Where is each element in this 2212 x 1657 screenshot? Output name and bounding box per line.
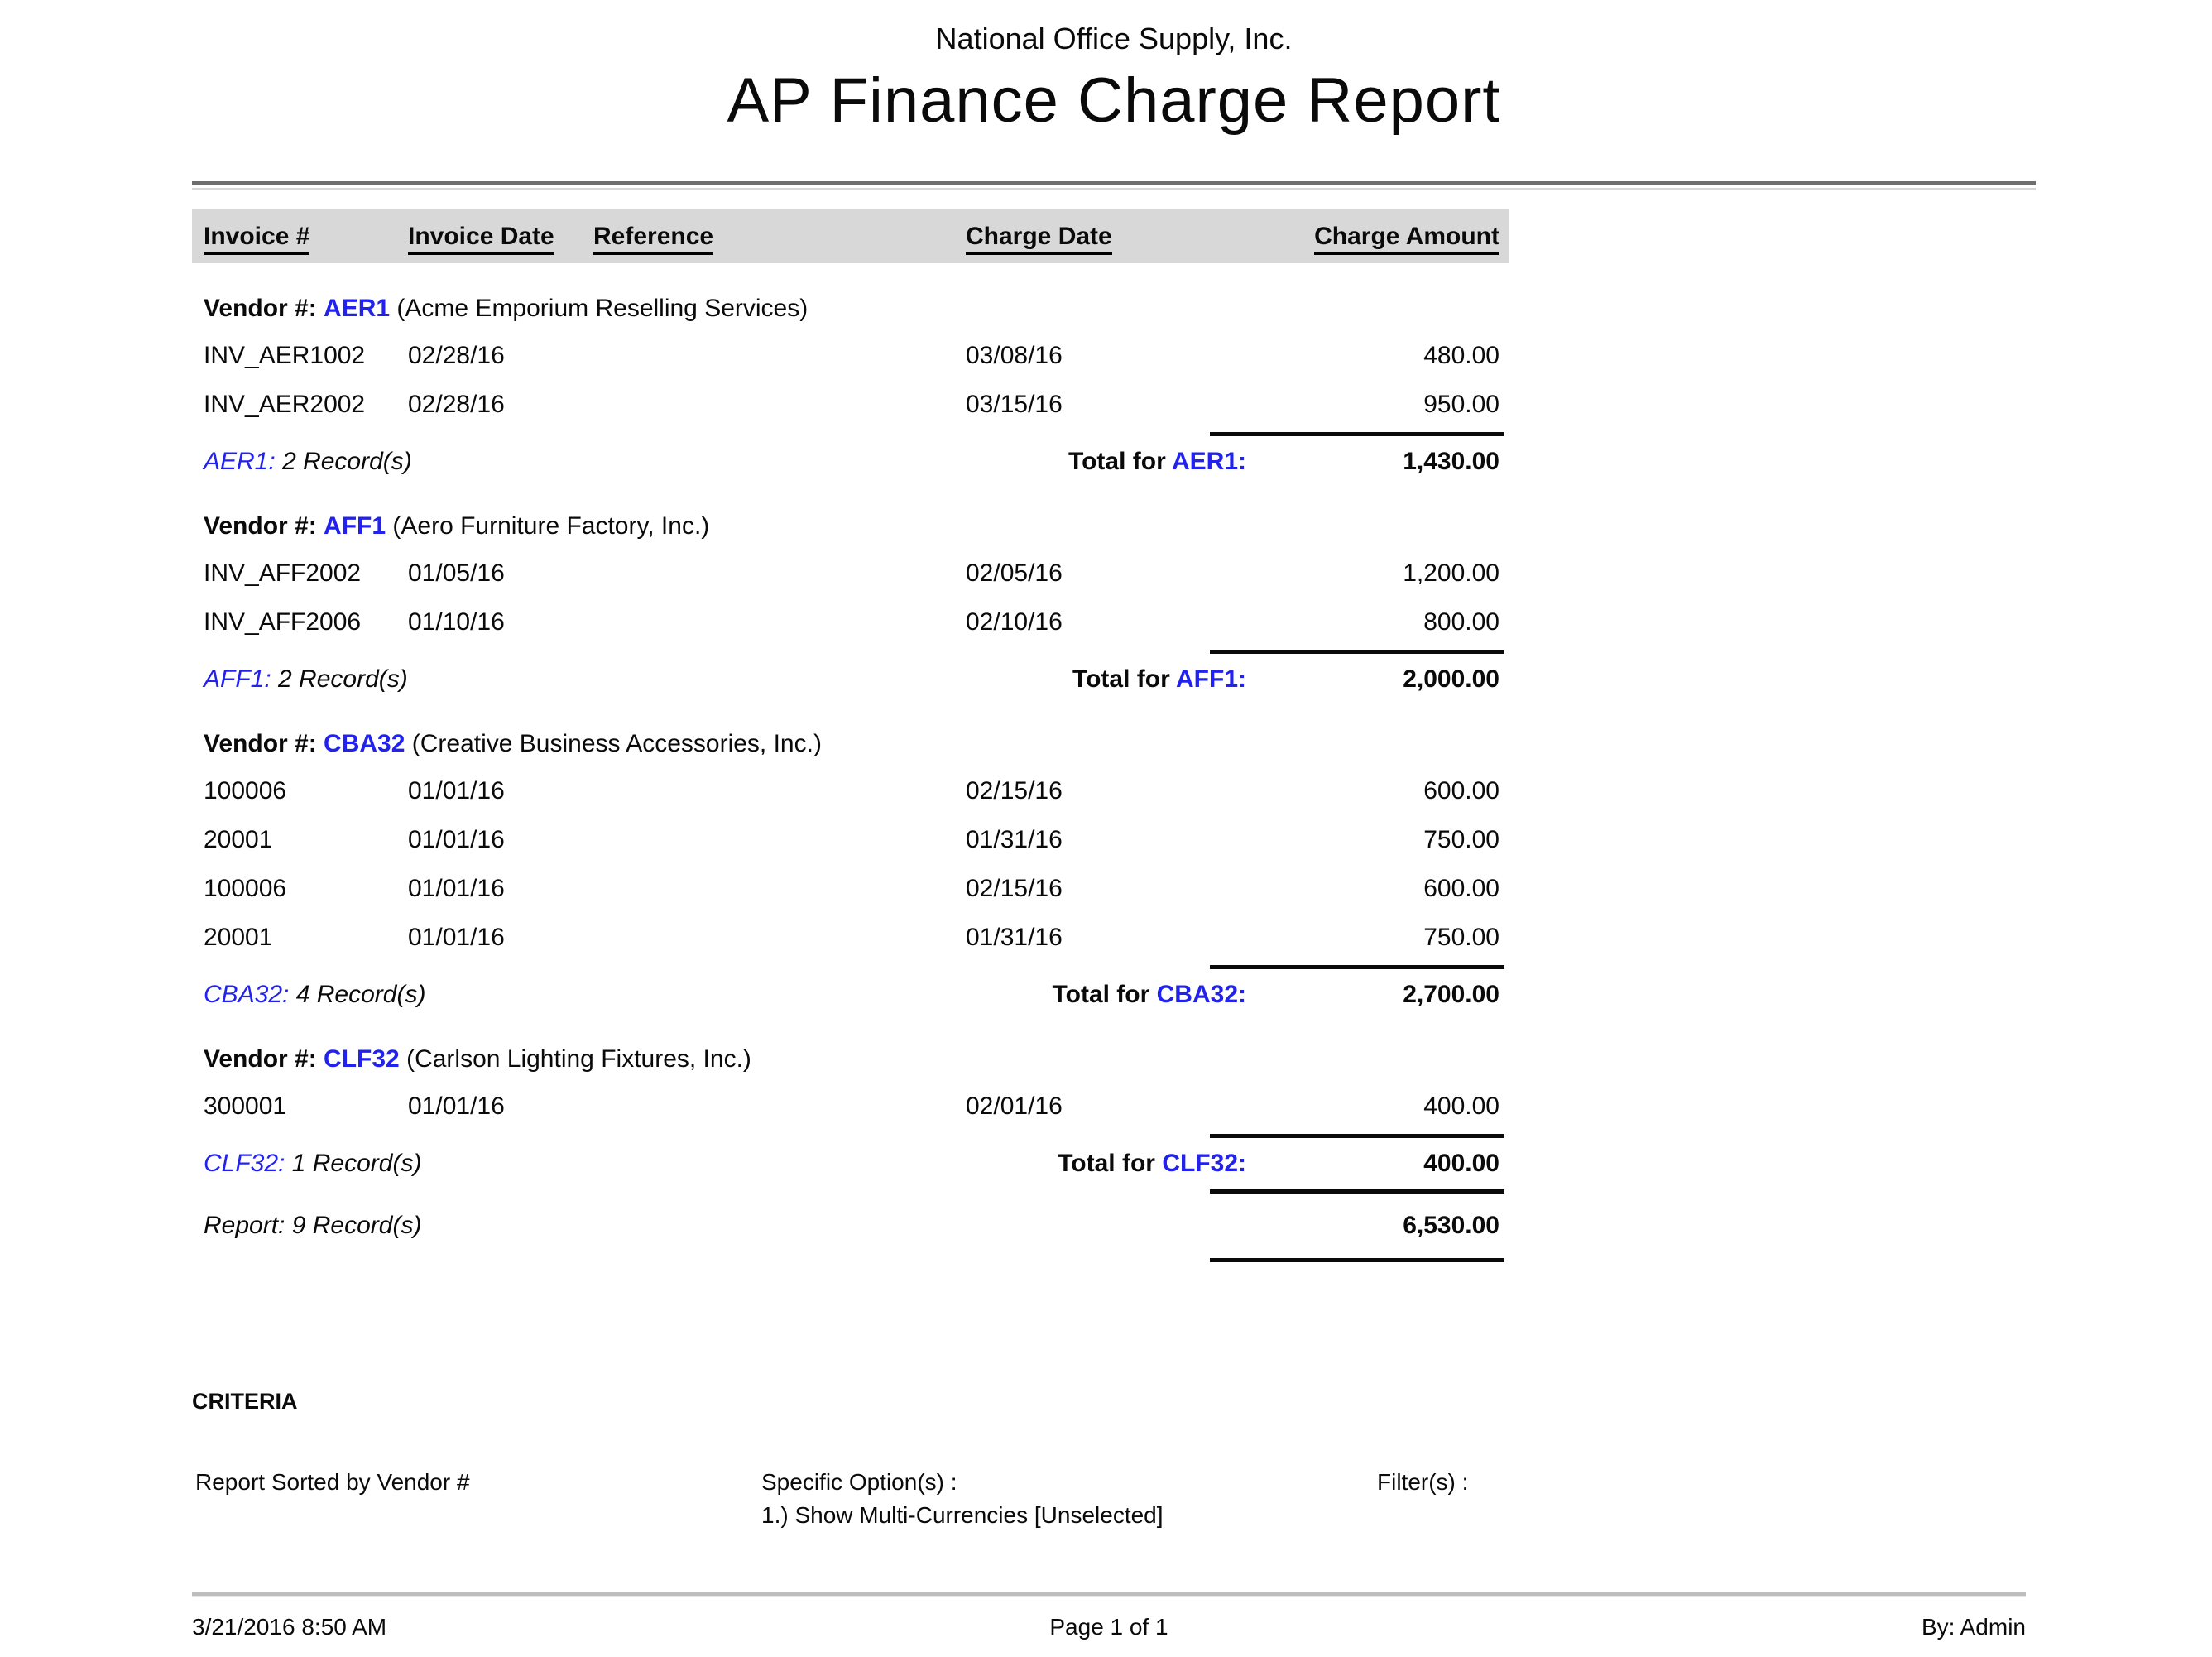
vendor-header	[192, 1045, 1509, 1078]
invoice-date-cell: 02/28/16	[408, 342, 505, 369]
vendor-section	[192, 730, 1509, 1014]
col-header-charge-date: Charge Date	[966, 223, 1112, 255]
charge-amount-cell: 400.00	[1423, 1093, 1499, 1120]
footer-datetime: 3/21/2016 8:50 AM	[192, 1614, 387, 1640]
invoice-number-cell: 20001	[204, 826, 273, 853]
criteria-section	[192, 1389, 2036, 1552]
invoice-row	[192, 377, 1509, 425]
column-header-band	[192, 209, 1509, 263]
vendor-header	[192, 295, 1509, 328]
vendor-section	[192, 295, 1509, 481]
vendor-code-italic: CBA32:	[204, 981, 290, 1008]
charge-date-cell: 02/05/16	[966, 560, 1063, 587]
charge-amount-cell: 750.00	[1423, 924, 1499, 951]
vendor-label: Vendor #:	[204, 1045, 317, 1073]
title-divider-rule	[192, 181, 2036, 190]
invoice-row	[192, 910, 1509, 958]
invoice-row	[192, 1078, 1509, 1127]
record-count-text: 2 Record(s)	[278, 665, 408, 693]
vendor-total-amount: 2,700.00	[1403, 981, 1499, 1008]
vendor-code-italic: CLF32:	[204, 1150, 285, 1177]
invoice-number-cell: 100006	[204, 875, 287, 902]
charge-date-cell: 01/31/16	[966, 924, 1063, 951]
vendor-record-count	[204, 981, 425, 1009]
charge-date-cell: 02/10/16	[966, 608, 1063, 636]
vendor-code-link[interactable]: CLF32	[324, 1045, 400, 1073]
report-records-text: 9 Record(s)	[291, 1212, 422, 1239]
vendor-total-amount: 400.00	[1423, 1150, 1499, 1177]
total-for-label	[1058, 1150, 1246, 1178]
invoice-row	[192, 545, 1509, 594]
total-for-label	[1068, 448, 1246, 476]
vendor-code-link[interactable]: CBA32	[324, 730, 405, 757]
col-header-invoice-date: Invoice Date	[408, 223, 554, 255]
invoice-date-cell: 01/01/16	[408, 924, 505, 951]
invoice-date-cell: 01/01/16	[408, 826, 505, 853]
vendor-record-count	[204, 665, 408, 694]
report-label: Report:	[204, 1212, 285, 1239]
vendor-label: Vendor #:	[204, 295, 317, 322]
charge-amount-cell: 600.00	[1423, 777, 1499, 804]
vendor-name: (Aero Furniture Factory, Inc.)	[392, 512, 710, 540]
vendor-name: (Carlson Lighting Fixtures, Inc.)	[406, 1045, 751, 1073]
charge-date-cell: 03/08/16	[966, 342, 1063, 369]
vendor-header	[192, 730, 1509, 763]
invoice-row	[192, 328, 1509, 377]
specific-options-label: Specific Option(s) :	[761, 1469, 957, 1495]
charge-amount-cell: 800.00	[1423, 608, 1499, 636]
footer-page-number: Page 1 of 1	[1049, 1614, 1168, 1640]
criteria-heading: CRITERIA	[192, 1389, 298, 1414]
invoice-number-cell: INV_AFF2006	[204, 608, 362, 636]
invoice-date-cell: 01/01/16	[408, 777, 505, 804]
vendor-total-code: AER1:	[1171, 448, 1246, 475]
criteria-sorted-by: Report Sorted by Vendor #	[195, 1469, 470, 1495]
charge-date-cell: 02/15/16	[966, 777, 1063, 804]
vendor-total-code: CBA32:	[1156, 981, 1246, 1008]
charge-amount-cell: 750.00	[1423, 826, 1499, 853]
total-for-label	[1053, 981, 1246, 1009]
charge-date-cell: 02/15/16	[966, 875, 1063, 902]
criteria-columns	[192, 1469, 2036, 1552]
vendor-header	[192, 512, 1509, 545]
vendor-code-italic: AER1:	[204, 448, 276, 475]
invoice-row	[192, 861, 1509, 910]
report-title: AP Finance Charge Report	[727, 65, 1501, 136]
vendor-code-link[interactable]: AER1	[324, 295, 391, 322]
total-for-text: Total for	[1068, 448, 1166, 475]
vendor-total-amount: 2,000.00	[1403, 665, 1499, 693]
col-header-charge-amount: Charge Amount	[1314, 223, 1499, 255]
invoice-row	[192, 763, 1509, 812]
record-count-text: 1 Record(s)	[291, 1150, 422, 1177]
vendor-summary-row	[192, 654, 1509, 699]
charge-date-cell: 03/15/16	[966, 391, 1063, 418]
report-page	[192, 0, 2036, 1262]
invoice-number-cell: INV_AFF2002	[204, 560, 362, 587]
vendor-name: (Acme Emporium Reselling Services)	[396, 295, 809, 322]
charge-amount-cell: 600.00	[1423, 875, 1499, 902]
filters-label: Filter(s) :	[1377, 1469, 1469, 1495]
invoice-number-cell: 20001	[204, 924, 273, 951]
total-for-text: Total for	[1072, 665, 1170, 693]
report-record-count	[204, 1212, 421, 1240]
total-for-text: Total for	[1058, 1150, 1155, 1177]
vendor-record-count	[204, 448, 412, 476]
vendor-record-count	[204, 1150, 421, 1178]
vendor-name: (Creative Business Accessories, Inc.)	[411, 730, 822, 757]
vendor-section	[192, 512, 1509, 699]
vendor-label: Vendor #:	[204, 730, 317, 757]
charge-amount-cell: 480.00	[1423, 342, 1499, 369]
vendor-code-italic: AFF1:	[204, 665, 271, 693]
charge-amount-cell: 1,200.00	[1403, 560, 1499, 587]
total-for-text: Total for	[1052, 981, 1150, 1008]
report-total-rule-bottom	[1210, 1258, 1504, 1262]
invoice-row	[192, 812, 1509, 861]
report-total-rule-top	[1210, 1189, 1504, 1194]
vendor-total-code: CLF32:	[1162, 1150, 1246, 1177]
charge-amount-cell: 950.00	[1423, 391, 1499, 418]
charge-date-cell: 02/01/16	[966, 1093, 1063, 1120]
vendor-total-code: AFF1:	[1176, 665, 1246, 693]
invoice-row	[192, 594, 1509, 643]
vendor-total-amount: 1,430.00	[1403, 448, 1499, 475]
col-header-reference: Reference	[593, 223, 713, 255]
vendor-summary-row	[192, 969, 1509, 1014]
specific-option-item: 1.) Show Multi-Currencies [Unselected]	[761, 1502, 1164, 1528]
invoice-date-cell: 01/01/16	[408, 1093, 505, 1120]
col-header-invoice-number: Invoice #	[204, 223, 309, 255]
invoice-number-cell: 100006	[204, 777, 287, 804]
total-for-label	[1072, 665, 1246, 694]
charges-table	[192, 209, 1509, 1262]
invoice-date-cell: 01/01/16	[408, 875, 505, 902]
report-summary-row	[192, 1198, 1509, 1245]
footer-divider-rule	[192, 1592, 2026, 1597]
record-count-text: 2 Record(s)	[282, 448, 412, 475]
invoice-date-cell: 01/10/16	[408, 608, 505, 636]
company-name: National Office Supply, Inc.	[935, 22, 1293, 55]
vendor-summary-row	[192, 436, 1509, 481]
vendor-label: Vendor #:	[204, 512, 317, 540]
vendor-section	[192, 1045, 1509, 1183]
vendor-code-link[interactable]: AFF1	[324, 512, 386, 540]
invoice-number-cell: 300001	[204, 1093, 287, 1120]
invoice-number-cell: INV_AER1002	[204, 342, 366, 369]
invoice-date-cell: 01/05/16	[408, 560, 505, 587]
footer-author: By: Admin	[1921, 1614, 2026, 1640]
charge-date-cell: 01/31/16	[966, 826, 1063, 853]
invoice-date-cell: 02/28/16	[408, 391, 505, 418]
invoice-number-cell: INV_AER2002	[204, 391, 366, 418]
vendor-summary-row	[192, 1138, 1509, 1183]
record-count-text: 4 Record(s)	[295, 981, 426, 1008]
report-total-amount: 6,530.00	[1403, 1212, 1499, 1239]
